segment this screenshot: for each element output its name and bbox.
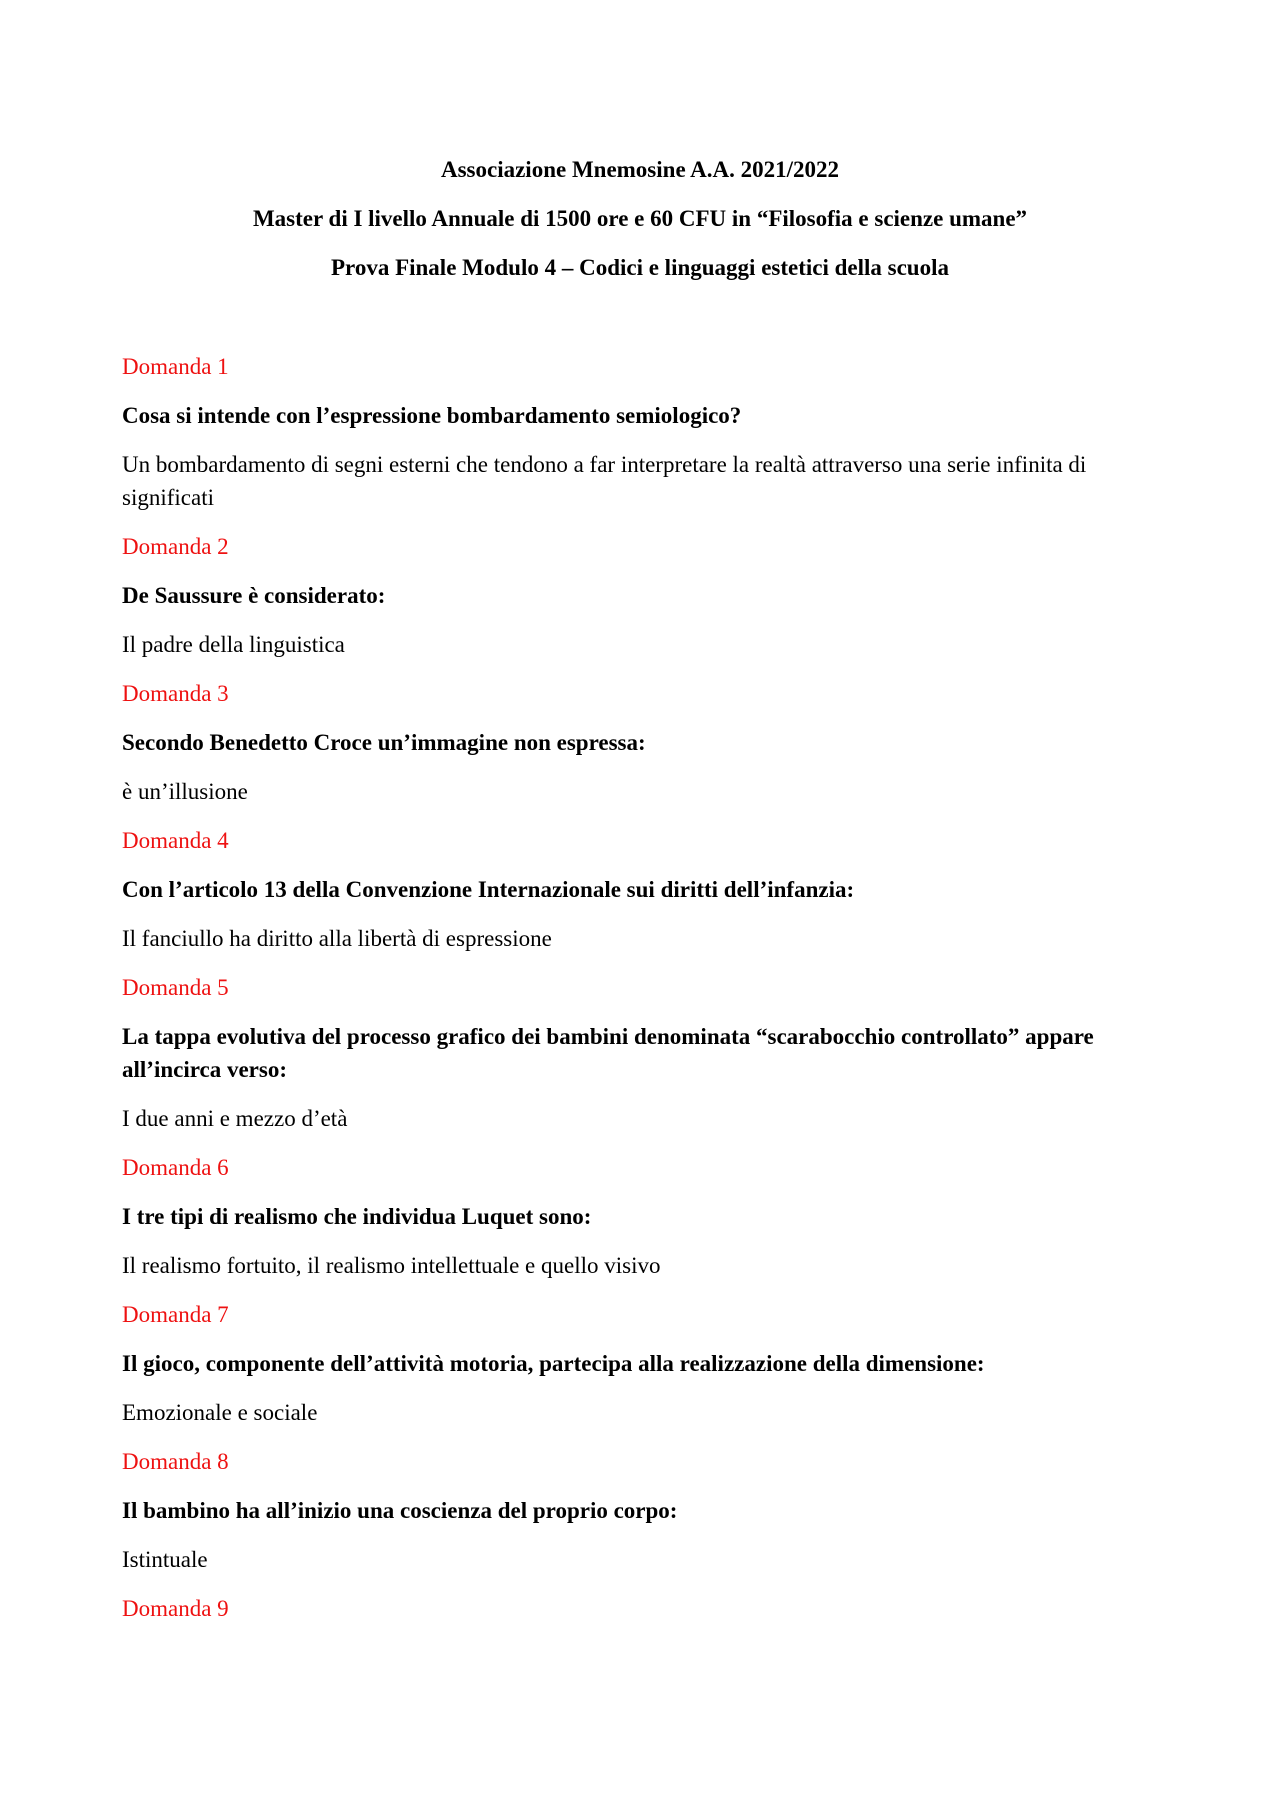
answer-text: Un bombardamento di segni esterni che tendono a far interpretare la realtà attraverso una serie infinita di significati: [122, 452, 1087, 510]
question-number: Domanda 3: [122, 681, 229, 706]
question-text: Il bambino ha all’inizio una coscienza del proprio corpo:: [122, 1498, 678, 1523]
question-number: Domanda 7: [122, 1302, 229, 1327]
question-text: De Saussure è considerato:: [122, 583, 386, 608]
question-block-2: [122, 530, 1162, 661]
question-text: La tappa evolutiva del processo grafico dei bambini denominata “scarabocchio controllato” appare all’incirca verso:: [122, 1024, 1094, 1082]
question-text: I tre tipi di realismo che individua Luquet sono:: [122, 1204, 592, 1229]
answer-text: I due anni e mezzo d’età: [122, 1106, 348, 1131]
question-text: Secondo Benedetto Croce un’immagine non espressa:: [122, 730, 646, 755]
question-block-7: [122, 1298, 1162, 1429]
question-block-1: [122, 350, 1162, 514]
question-block-4: [122, 824, 1162, 955]
question-text: Cosa si intende con l’espressione bombardamento semiologico?: [122, 403, 742, 428]
question-block-6: [122, 1151, 1162, 1282]
answer-text: è un’illusione: [122, 779, 248, 804]
question-text: Il gioco, componente dell’attività motoria, partecipa alla realizzazione della dimensione:: [122, 1351, 985, 1376]
question-number: Domanda 6: [122, 1155, 229, 1180]
answer-text: Emozionale e sociale: [122, 1400, 318, 1425]
question-block-5: [122, 971, 1162, 1135]
question-block-3: [122, 677, 1162, 808]
answer-text: Il realismo fortuito, il realismo intellettuale e quello visivo: [122, 1253, 661, 1278]
answer-text: Istintuale: [122, 1547, 208, 1572]
header-exam-title: Prova Finale Modulo 4 – Codici e linguaggi estetici della scuola: [330, 255, 949, 280]
header-organization: Associazione Mnemosine A.A. 2021/2022: [440, 157, 839, 182]
answer-text: Il fanciullo ha diritto alla libertà di espressione: [122, 926, 552, 951]
header-master-title: Master di I livello Annuale di 1500 ore e 60 CFU in “Filosofia e scienze umane”: [252, 206, 1028, 231]
question-number: Domanda 2: [122, 534, 229, 559]
question-text: Con l’articolo 13 della Convenzione Internazionale sui diritti dell’infanzia:: [122, 877, 855, 902]
question-number: Domanda 9: [122, 1596, 229, 1621]
question-block-9: [122, 1592, 1162, 1625]
questions-list: [122, 350, 1162, 1641]
question-number: Domanda 1: [122, 354, 229, 379]
question-number: Domanda 4: [122, 828, 229, 853]
question-block-8: [122, 1445, 1162, 1576]
answer-text: Il padre della linguistica: [122, 632, 345, 657]
question-number: Domanda 5: [122, 975, 229, 1000]
question-number: Domanda 8: [122, 1449, 229, 1474]
